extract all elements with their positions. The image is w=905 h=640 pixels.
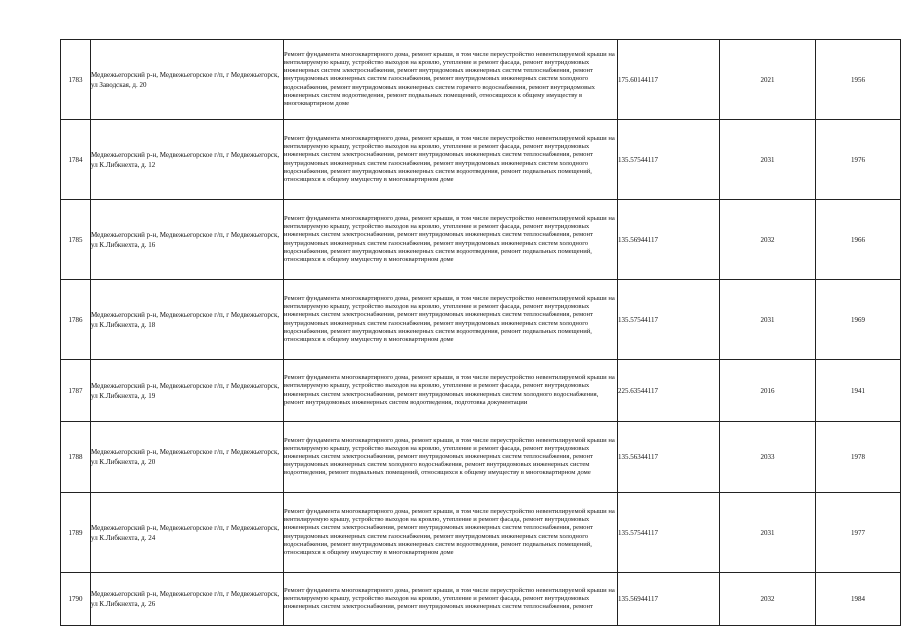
row-cost: 135.56344117 bbox=[618, 422, 720, 493]
row-cost: 135.57544117 bbox=[618, 280, 720, 360]
row-works bbox=[284, 120, 618, 200]
row-address: Медвежьегорский р-н, Медвежьегорское г/п, г Медвежьегорск, ул К.Либкнехта, д. 26 bbox=[91, 573, 284, 626]
row-address: Медвежьегорский р-н, Медвежьегорское г/п, г Медвежьегорск, ул К.Либкнехта, д. 24 bbox=[91, 493, 284, 573]
row-built-year: 1976 bbox=[816, 120, 901, 200]
row-address: Медвежьегорский р-н, Медвежьегорское г/п, г Медвежьегорск, ул К.Либкнехта, д. 19 bbox=[91, 360, 284, 422]
row-plan-year: 2031 bbox=[720, 120, 816, 200]
table-row bbox=[61, 120, 901, 200]
table-row bbox=[61, 360, 901, 422]
table-body bbox=[61, 40, 901, 626]
row-number: 1784 bbox=[61, 120, 91, 200]
row-plan-year: 2031 bbox=[720, 280, 816, 360]
row-works-text: Ремонт фундамента многоквартирного дома, ремонт крыши, в том числе переустройство невентилируемой крыши на вентилируемую крышу, устройство выходов на кровлю, утепление и ремонт фасада, ремонт внутридомовых инженерных систем электроснабжения, ремонт внутридомовых инженерных систем холодного водоснабжения, ремонт внутридомовых инженерных систем водоотведения, подготовка документации bbox=[284, 374, 615, 406]
row-built-year: 1956 bbox=[816, 40, 901, 120]
row-works bbox=[284, 422, 618, 493]
row-works-text: Ремонт фундамента многоквартирного дома, ремонт крыши, в том числе переустройство невентилируемой крыши на вентилируемую крышу, устройство выходов на кровлю, утепление и ремонт фасада, ремонт внутридомовых инженерных систем электроснабжения, ремонт внутридомовых инженерных систем теплоснабжения, ремонт внутридомовых инженерных систем газоснабжения, ремонт внутридомовых инженерных систем холодного водоснабжения, ремонт внутридомовых инженерных систем водоотведения, ремонт подвальных помещений, относящихся к общему имуществу в многоквартирном доме bbox=[284, 215, 615, 263]
row-number: 1787 bbox=[61, 360, 91, 422]
row-works bbox=[284, 573, 618, 626]
row-address: Медвежьегорский р-н, Медвежьегорское г/п, г Медвежьегорск, ул К.Либкнехта, д. 12 bbox=[91, 120, 284, 200]
row-cost: 225.63544117 bbox=[618, 360, 720, 422]
row-number: 1785 bbox=[61, 200, 91, 280]
table-row bbox=[61, 200, 901, 280]
row-plan-year: 2021 bbox=[720, 40, 816, 120]
row-cost: 135.57544117 bbox=[618, 493, 720, 573]
row-plan-year: 2032 bbox=[720, 200, 816, 280]
row-number: 1783 bbox=[61, 40, 91, 120]
table-row bbox=[61, 280, 901, 360]
row-cost: 175.60144117 bbox=[618, 40, 720, 120]
row-works-text: Ремонт фундамента многоквартирного дома, ремонт крыши, в том числе переустройство невентилируемой крыши на вентилируемую крышу, устройство выходов на кровлю, утепление и ремонт фасада, ремонт внутридомовых инженерных систем электроснабжения, ремонт внутридомовых инженерных систем теплоснабжения, ремонт bbox=[284, 586, 615, 611]
row-works bbox=[284, 493, 618, 573]
row-address: Медвежьегорский р-н, Медвежьегорское г/п, г Медвежьегорск, ул Заводская, д. 20 bbox=[91, 40, 284, 120]
row-address: Медвежьегорский р-н, Медвежьегорское г/п, г Медвежьегорск, ул К.Либкнехта, д. 16 bbox=[91, 200, 284, 280]
row-number: 1790 bbox=[61, 573, 91, 626]
row-plan-year: 2033 bbox=[720, 422, 816, 493]
row-cost: 135.56944117 bbox=[618, 200, 720, 280]
row-built-year: 1966 bbox=[816, 200, 901, 280]
row-number: 1788 bbox=[61, 422, 91, 493]
row-built-year: 1984 bbox=[816, 573, 901, 626]
row-works-text: Ремонт фундамента многоквартирного дома, ремонт крыши, в том числе переустройство невентилируемой крыши на вентилируемую крышу, устройство выходов на кровлю, утепление и ремонт фасада, ремонт внутридомовых инженерных систем электроснабжения, ремонт внутридомовых инженерных систем теплоснабжения, ремонт внутридомовых инженерных систем газоснабжения, ремонт внутридомовых инженерных систем холодного водоснабжения, ремонт внутридомовых инженерных систем водоотведения, ремонт подвальных помещений, относящихся к общему имуществу в многоквартирном доме bbox=[284, 135, 615, 183]
table-row bbox=[61, 493, 901, 573]
row-address: Медвежьегорский р-н, Медвежьегорское г/п, г Медвежьегорск, ул К.Либкнехта, д. 18 bbox=[91, 280, 284, 360]
row-plan-year: 2016 bbox=[720, 360, 816, 422]
row-number: 1786 bbox=[61, 280, 91, 360]
row-works bbox=[284, 360, 618, 422]
row-built-year: 1977 bbox=[816, 493, 901, 573]
row-works bbox=[284, 280, 618, 360]
row-works-text: Ремонт фундамента многоквартирного дома, ремонт крыши, в том числе переустройство невентилируемой крыши на вентилируемую крышу, устройство выходов на кровлю, утепление и ремонт фасада, ремонт внутридомовых инженерных систем электроснабжения, ремонт внутридомовых инженерных систем теплоснабжения, ремонт внутридомовых инженерных систем газоснабжения, ремонт внутридомовых инженерных систем холодного водоснабжения, ремонт внутридомовых инженерных систем водоотведения, ремонт подвальных помещений, относящихся к общему имуществу в многоквартирном доме bbox=[284, 295, 615, 343]
table-row bbox=[61, 40, 901, 120]
row-works-text: Ремонт фундамента многоквартирного дома, ремонт крыши, в том числе переустройство невентилируемой крыши на вентилируемую крышу, устройство выходов на кровлю, утепление и ремонт фасада, ремонт внутридомовых инженерных систем электроснабжения, ремонт внутридомовых инженерных систем теплоснабжения, ремонт внутридомовых инженерных систем холодного водоснабжения, ремонт внутридомовых инженерных систем водоотведения, ремонт подвальных помещений, относящихся к общему имуществу в многоквартирном доме bbox=[284, 436, 615, 477]
row-works-text: Ремонт фундамента многоквартирного дома, ремонт крыши, в том числе переустройство невентилируемой крыши на вентилируемую крышу, устройство выходов на кровлю, утепление и ремонт фасада, ремонт внутридомовых инженерных систем электроснабжения, ремонт внутридомовых инженерных систем теплоснабжения, ремонт внутридомовых инженерных систем газоснабжения, ремонт внутридомовых инженерных систем холодного водоснабжения, ремонт внутридомовых инженерных систем водоотведения, ремонт подвальных помещений, относящихся к общему имуществу в многоквартирном доме bbox=[284, 508, 615, 556]
row-plan-year: 2032 bbox=[720, 573, 816, 626]
row-built-year: 1969 bbox=[816, 280, 901, 360]
capital-repair-table bbox=[60, 39, 901, 626]
table-row bbox=[61, 573, 901, 626]
row-cost: 135.57544117 bbox=[618, 120, 720, 200]
row-works bbox=[284, 40, 618, 120]
table-row bbox=[61, 422, 901, 493]
row-works bbox=[284, 200, 618, 280]
row-built-year: 1978 bbox=[816, 422, 901, 493]
row-works-text: Ремонт фундамента многоквартирного дома, ремонт крыши, в том числе переустройство невентилируемой крыши на вентилируемую крышу, устройство выходов на кровлю, утепление и ремонт фасада, ремонт внутридомовых инженерных систем электроснабжения, ремонт внутридомовых инженерных систем теплоснабжения, ремонт внутридомовых инженерных систем газоснабжения, ремонт внутридомовых инженерных систем холодного водоснабжения, ремонт внутридомовых инженерных систем горячего водоснабжения, ремонт внутридомовых инженерных систем водоотведения, ремонт подвальных помещений, относящихся к общему имуществу в многоквартирном доме bbox=[284, 51, 615, 107]
row-built-year: 1941 bbox=[816, 360, 901, 422]
row-cost: 135.56944117 bbox=[618, 573, 720, 626]
row-number: 1789 bbox=[61, 493, 91, 573]
row-address: Медвежьегорский р-н, Медвежьегорское г/п, г Медвежьегорск, ул К.Либкнехта, д. 20 bbox=[91, 422, 284, 493]
row-plan-year: 2031 bbox=[720, 493, 816, 573]
